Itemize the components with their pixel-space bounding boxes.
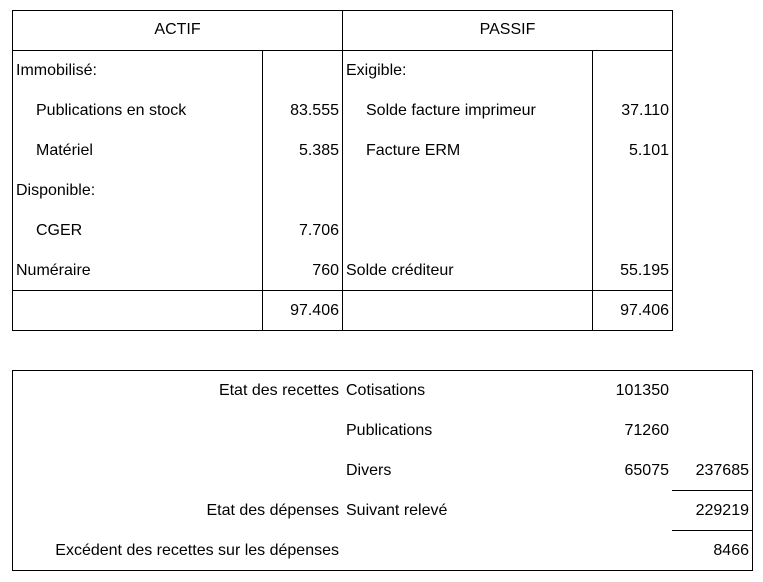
- releve-label: Suivant relevé: [346, 502, 448, 519]
- excedent-value: 8466: [713, 542, 749, 559]
- excedent-label: Excédent des recettes sur les dépenses: [55, 542, 339, 559]
- exigible-label: Exigible:: [346, 62, 407, 79]
- solde-imprimeur-label: Solde facture imprimeur: [366, 102, 536, 119]
- publications-stock-value: 83.555: [290, 102, 339, 119]
- actif-value-divider: [262, 50, 263, 331]
- numeraire-label: Numéraire: [16, 262, 91, 279]
- cotisations-label: Cotisations: [346, 382, 426, 399]
- publications-stock-label: Publications en stock: [36, 102, 187, 119]
- solde-crediteur-value: 55.195: [620, 262, 669, 279]
- passif-value-divider: [592, 50, 593, 331]
- facture-erm-value: 5.101: [628, 142, 669, 159]
- statement-border-right: [752, 370, 753, 571]
- cger-label: CGER: [36, 222, 83, 239]
- total-underline-top: [672, 490, 753, 491]
- actif-header: ACTIF: [154, 21, 201, 38]
- total-underline-bottom: [672, 530, 753, 531]
- materiel-label: Matériel: [36, 142, 93, 159]
- materiel-value: 5.385: [298, 142, 339, 159]
- actif-total: 97.406: [290, 302, 339, 319]
- cotisations-value: 101350: [615, 382, 669, 399]
- actif-passif-divider: [342, 10, 343, 331]
- divers-label: Divers: [346, 462, 392, 479]
- solde-crediteur-label: Solde créditeur: [346, 262, 454, 279]
- solde-imprimeur-value: 37.110: [621, 102, 669, 119]
- divers-value: 65075: [624, 462, 669, 479]
- disponible-label: Disponible:: [16, 182, 96, 199]
- table-border-right: [672, 10, 673, 331]
- table-border-left: [12, 10, 13, 331]
- publications-label: Publications: [346, 422, 433, 439]
- passif-total: 97.406: [620, 302, 669, 319]
- depenses-label: Etat des dépenses: [206, 502, 339, 519]
- numeraire-value: 760: [312, 262, 339, 279]
- immobilise-label: Immobilisé:: [16, 62, 97, 79]
- passif-header: PASSIF: [479, 21, 536, 38]
- statement-border-top: [12, 370, 753, 371]
- facture-erm-label: Facture ERM: [366, 142, 461, 159]
- cger-value: 7.706: [298, 222, 339, 239]
- releve-value: 229219: [695, 502, 749, 519]
- total-recettes-value: 237685: [695, 462, 749, 479]
- statement-border-bottom: [12, 570, 753, 571]
- recettes-label: Etat des recettes: [218, 382, 339, 399]
- publications-value: 71260: [624, 422, 669, 439]
